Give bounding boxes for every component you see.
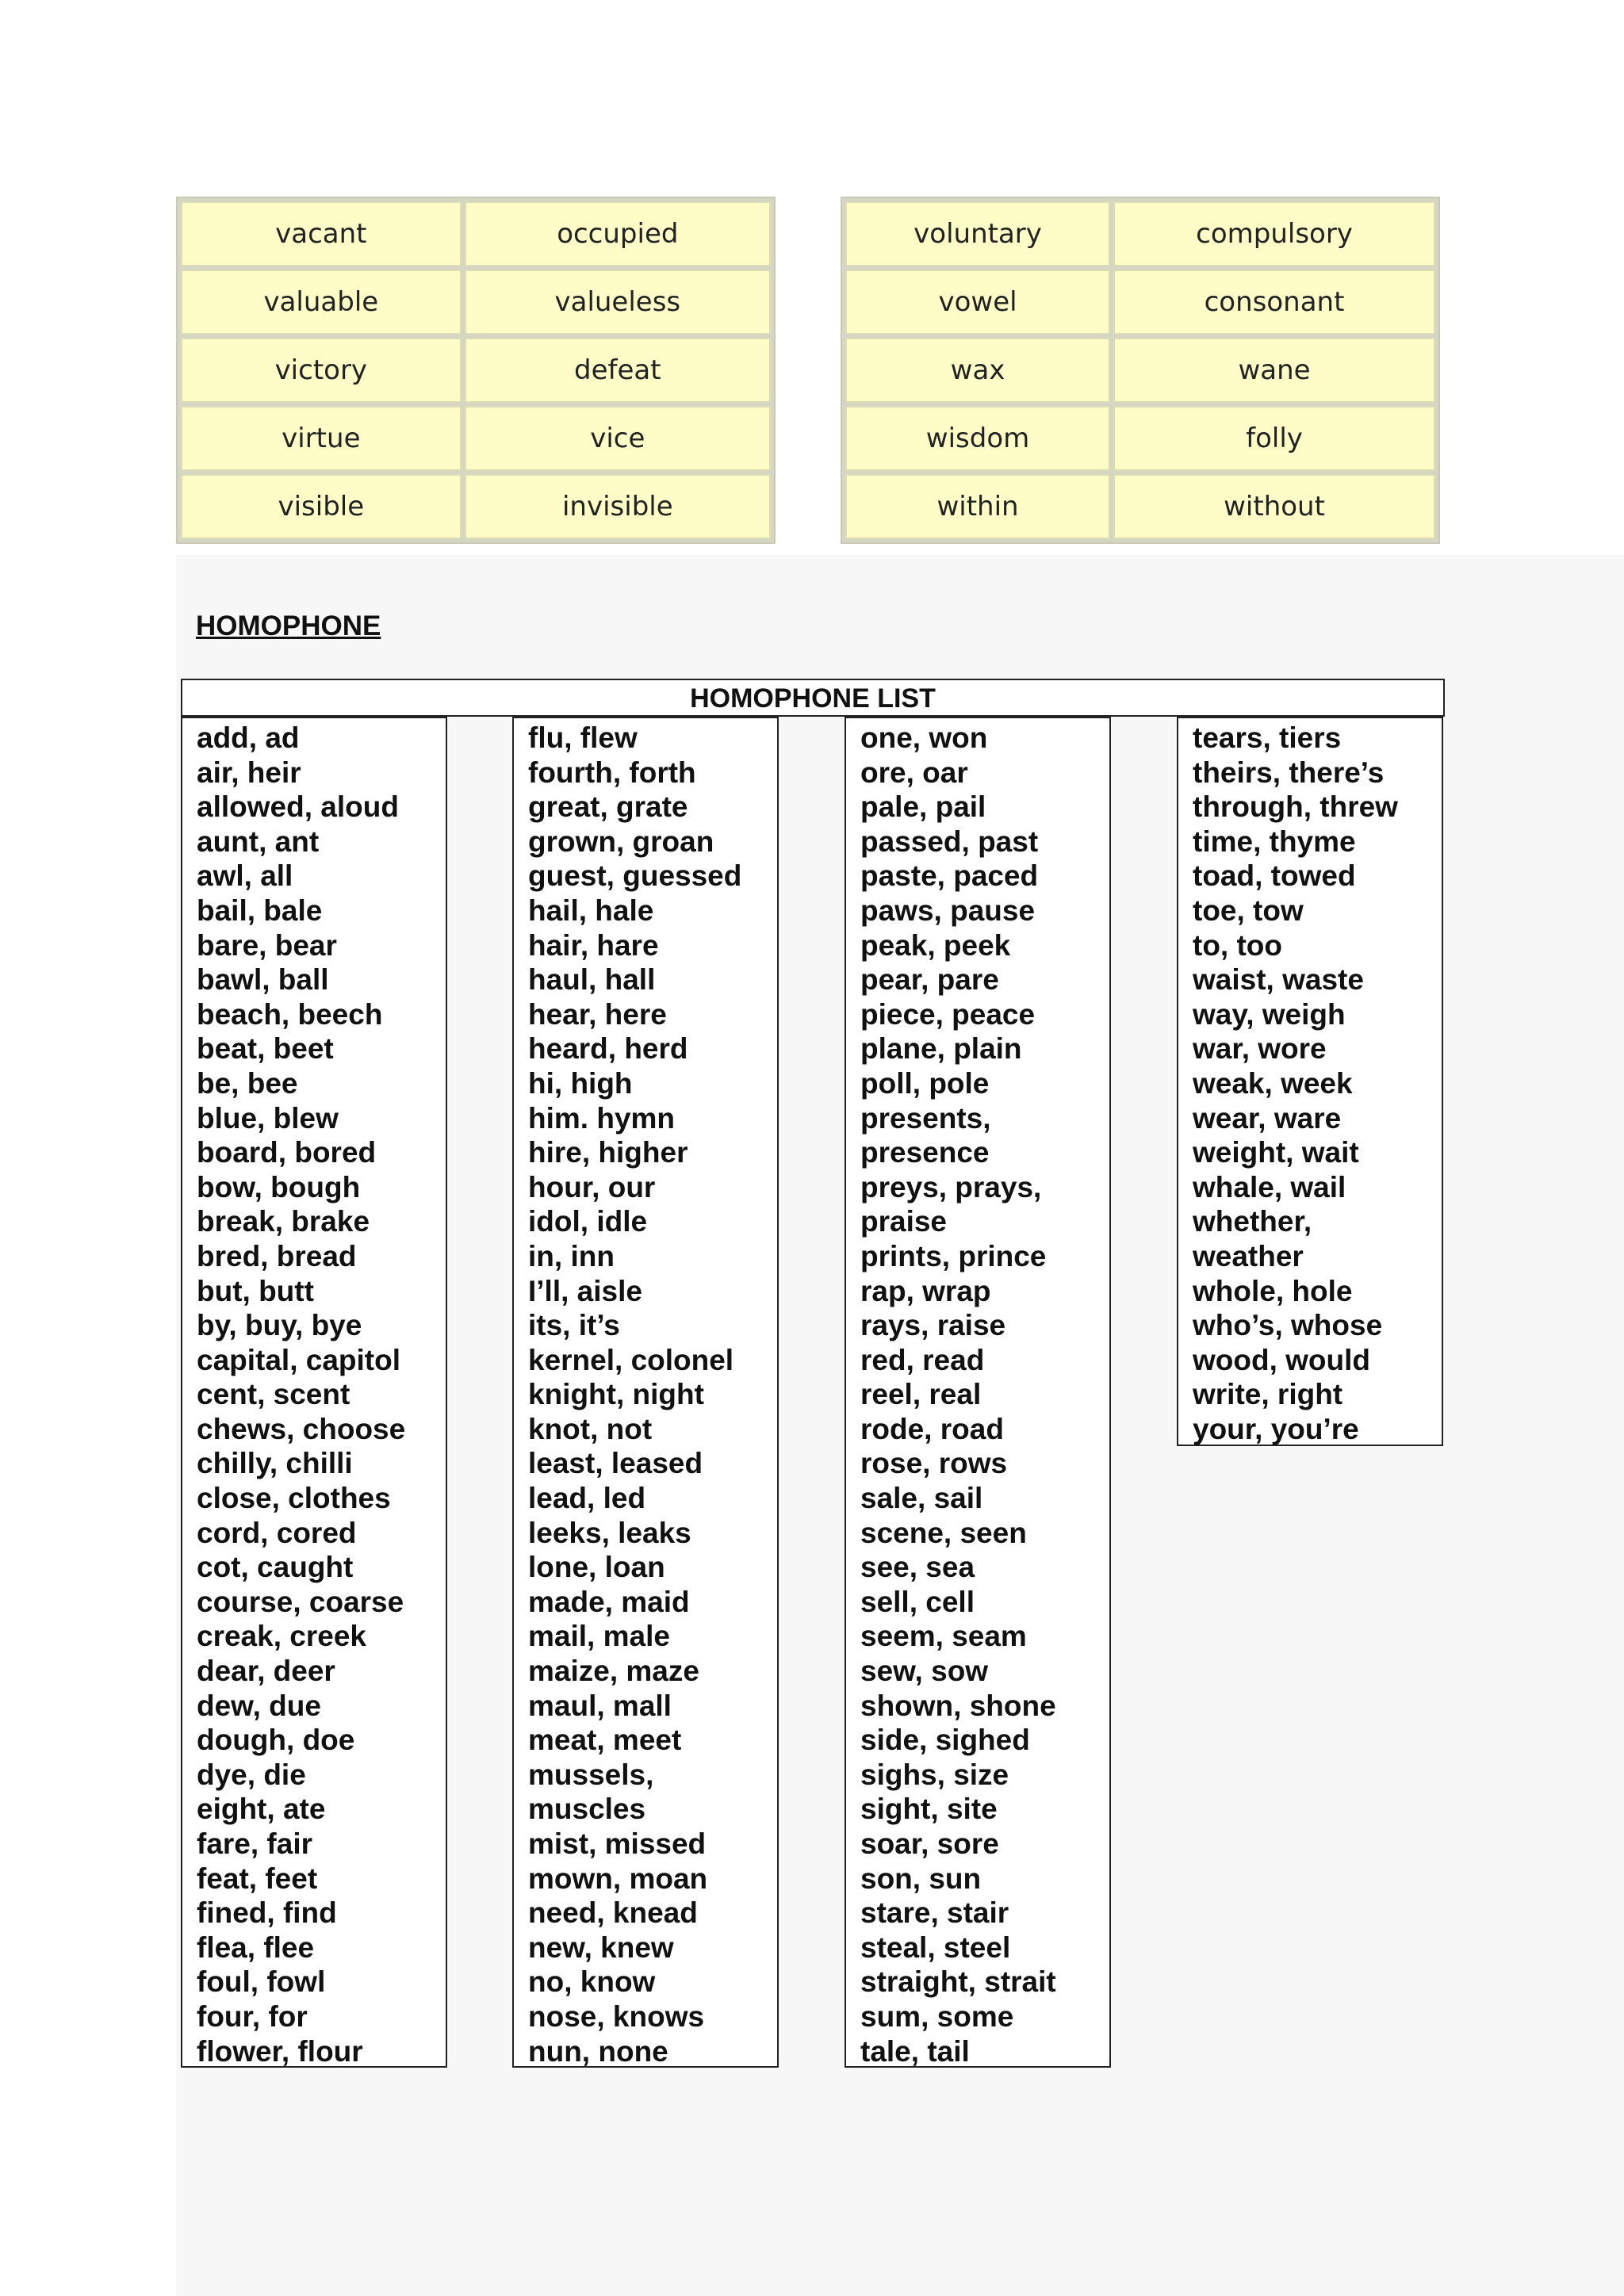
homophone-entry: in, inn [528,1239,615,1272]
homophone-entry: hear, here [528,997,667,1031]
homophone-entry: nun, none [528,2034,668,2068]
antonym-row [181,201,771,266]
homophone-entry: scene, seen [860,1516,1027,1549]
homophone-entry: praise [860,1205,948,1238]
homophone-entry: ore, oar [860,756,968,789]
homophone-column-2 [512,717,779,2068]
homophone-entry: side, sighed [860,1724,1030,1757]
homophone-entry: whale, wail [1193,1170,1346,1203]
homophone-entry: mown, moan [528,1862,708,1895]
antonym-opposite: valueless [465,270,771,335]
homophone-entry: fourth, forth [528,756,696,789]
homophone-entry: poll, pole [860,1066,990,1100]
homophone-entry: mist, missed [528,1827,707,1860]
antonym-row [181,270,771,335]
homophone-entry: piece, peace [860,997,1036,1031]
homophone-entry: weight, wait [1193,1136,1359,1169]
homophone-entry: whether, [1193,1205,1312,1238]
homophone-entry: time, thyme [1193,825,1356,858]
homophone-entry: toad, towed [1193,859,1356,893]
homophone-entry: who’s, whose [1193,1309,1383,1342]
homophone-entry: creak, creek [197,1620,366,1653]
homophone-entry: dough, doe [197,1724,355,1757]
antonym-word: virtue [181,406,462,471]
homophone-entry: rap, wrap [860,1274,991,1307]
antonym-word: within [845,474,1110,539]
antonym-row [845,474,1435,539]
homophone-entry: lone, loan [528,1551,665,1584]
homophone-entry: tears, tiers [1193,721,1342,754]
homophone-entry: pear, pare [860,963,999,997]
homophone-column-1 [181,717,447,2068]
homophone-entry: wear, ware [1193,1101,1342,1135]
homophone-entry: feat, feet [197,1862,318,1895]
homophone-entry: but, butt [197,1274,314,1307]
antonym-opposite: wane [1113,338,1435,403]
antonym-table-right [841,197,1440,544]
homophone-entry: beach, beech [197,997,383,1031]
homophone-entry: mail, male [528,1620,670,1653]
homophone-entry: nose, knows [528,1999,705,2033]
homophone-entry: muscles [528,1793,646,1826]
section-heading: HOMOPHONE [196,610,381,641]
homophone-entry: meat, meet [528,1724,682,1757]
homophone-entry: course, coarse [197,1585,404,1618]
antonym-word: valuable [181,270,462,335]
homophone-entry: sell, cell [860,1585,975,1618]
homophone-entry: way, weigh [1193,997,1346,1031]
homophone-entry: rode, road [860,1412,1004,1445]
homophone-entry: your, you’re [1193,1412,1359,1445]
antonym-word: victory [181,338,462,403]
antonym-word: vacant [181,201,462,266]
homophone-entry: made, maid [528,1585,690,1618]
homophone-list-title: HOMOPHONE LIST [181,679,1445,717]
antonym-opposite: compulsory [1113,201,1435,266]
homophone-entry: knot, not [528,1412,653,1445]
antonym-opposite: occupied [465,201,771,266]
antonym-word: voluntary [845,201,1110,266]
antonym-opposite: vice [465,406,771,471]
homophone-entry: bare, bear [197,928,337,962]
homophone-entry: soar, sore [860,1827,999,1860]
homophone-entry: cord, cored [197,1516,357,1549]
homophone-entry: blue, blew [197,1101,339,1135]
homophone-entry: I’ll, aisle [528,1274,642,1307]
antonym-word: wax [845,338,1110,403]
homophone-entry: hi, high [528,1066,633,1100]
homophone-entry: him. hymn [528,1101,676,1135]
homophone-entry: hail, hale [528,894,654,927]
homophone-entry: guest, guessed [528,859,742,893]
homophone-entry: peak, peek [860,928,1011,962]
homophone-entry: passed, past [860,825,1039,858]
homophone-entry: be, bee [197,1066,298,1100]
homophone-entry: paws, pause [860,894,1036,927]
antonym-row [845,338,1435,403]
antonym-row [181,406,771,471]
homophone-entry: reel, real [860,1378,982,1411]
antonym-row [845,270,1435,335]
homophone-entry: awl, all [197,859,293,893]
homophone-entry: toe, tow [1193,894,1304,927]
homophone-entry: steal, steel [860,1931,1011,1964]
antonym-table-left [176,197,776,544]
homophone-entry: no, know [528,1965,656,1999]
homophone-entry: chews, choose [197,1412,406,1445]
homophone-entry: board, bored [197,1136,377,1169]
homophone-entry: whole, hole [1193,1274,1353,1307]
homophone-entry: hair, hare [528,928,659,962]
homophone-entry: idol, idle [528,1205,648,1238]
homophone-entry: prints, prince [860,1239,1047,1272]
homophone-entry: great, grate [528,790,688,824]
homophone-entry: shown, shone [860,1689,1056,1722]
homophone-entry: fare, fair [197,1827,313,1860]
homophone-entry: foul, fowl [197,1965,326,1999]
homophone-entry: dear, deer [197,1655,335,1688]
homophone-entry: through, threw [1193,790,1398,824]
homophone-entry: sight, site [860,1793,998,1826]
homophone-entry: beat, beet [197,1032,334,1066]
antonym-word: visible [181,474,462,539]
homophone-entry: rose, rows [860,1447,1008,1480]
homophone-entry: write, right [1193,1378,1343,1411]
homophone-entry: its, it’s [528,1309,620,1342]
homophone-entry: chilly, chilli [197,1447,353,1480]
homophone-entry: add, ad [197,721,300,754]
antonym-opposite: invisible [465,474,771,539]
antonym-table-left-body [181,201,771,539]
homophone-entry: eight, ate [197,1793,326,1826]
homophone-entry: one, won [860,721,988,754]
homophone-entry: dew, due [197,1689,321,1722]
homophone-entry: new, knew [528,1931,674,1964]
homophone-entry: waist, waste [1193,963,1364,997]
homophone-column-4 [1177,717,1443,1446]
antonym-word: wisdom [845,406,1110,471]
homophone-entry: preys, prays, [860,1170,1042,1203]
antonym-opposite: folly [1113,406,1435,471]
homophone-entry: mussels, [528,1758,654,1791]
homophone-entry: plane, plain [860,1032,1022,1066]
antonym-opposite: without [1113,474,1435,539]
homophone-entry: rays, raise [860,1309,1006,1342]
homophone-entry: sew, sow [860,1655,989,1688]
homophone-entry: weak, week [1193,1066,1353,1100]
homophone-entry: allowed, aloud [197,790,399,824]
homophone-entry: tale, tail [860,2034,970,2068]
homophone-entry: presence [860,1136,990,1169]
homophone-entry: cent, scent [197,1378,350,1411]
homophone-entry: hour, our [528,1170,656,1203]
homophone-entry: red, read [860,1343,985,1376]
homophone-column-3 [845,717,1111,2068]
homophone-entry: four, for [197,1999,308,2033]
homophone-entry: haul, hall [528,963,656,997]
homophone-entry: knight, night [528,1378,704,1411]
homophone-entry: grown, groan [528,825,714,858]
homophone-entry: air, heir [197,756,301,789]
homophone-entry: weather [1193,1239,1304,1272]
homophone-entry: flea, flee [197,1931,315,1964]
homophone-entry: theirs, there’s [1193,756,1385,789]
homophone-entry: to, too [1193,928,1283,962]
antonym-row [845,406,1435,471]
homophone-entry: see, sea [860,1551,975,1584]
homophone-entry: bail, bale [197,894,323,927]
homophone-entry: least, leased [528,1447,703,1480]
homophone-entry: seem, seam [860,1620,1027,1653]
homophone-entry: by, buy, bye [197,1309,362,1342]
antonym-opposite: defeat [465,338,771,403]
homophone-entry: hire, higher [528,1136,688,1169]
homophone-entry: straight, strait [860,1965,1056,1999]
homophone-entry: leeks, leaks [528,1516,691,1549]
antonym-word: vowel [845,270,1110,335]
antonym-opposite: consonant [1113,270,1435,335]
antonym-row [181,338,771,403]
homophone-entry: maul, mall [528,1689,672,1722]
antonym-row [845,201,1435,266]
homophone-entry: cot, caught [197,1551,354,1584]
homophone-entry: stare, stair [860,1896,1009,1930]
homophone-entry: sighs, size [860,1758,1009,1791]
homophone-entry: kernel, colonel [528,1343,734,1376]
homophone-entry: bow, bough [197,1170,361,1203]
homophone-entry: fined, find [197,1896,337,1930]
homophone-entry: bawl, ball [197,963,329,997]
homophone-entry: paste, paced [860,859,1039,893]
homophone-entry: son, sun [860,1862,982,1895]
homophone-entry: wood, would [1193,1343,1371,1376]
homophone-entry: sale, sail [860,1482,983,1515]
homophone-entry: lead, led [528,1482,646,1515]
antonym-row [181,474,771,539]
homophone-entry: need, knead [528,1896,698,1930]
homophone-entry: close, clothes [197,1482,391,1515]
homophone-entry: sum, some [860,1999,1014,2033]
homophone-entry: presents, [860,1101,991,1135]
homophone-entry: heard, herd [528,1032,688,1066]
homophone-entry: war, wore [1193,1032,1327,1066]
homophone-entry: flu, flew [528,721,638,754]
homophone-entry: dye, die [197,1758,306,1791]
homophone-entry: capital, capitol [197,1343,401,1376]
antonym-table-right-body [845,201,1435,539]
homophone-entry: flower, flour [197,2034,363,2068]
homophone-entry: break, brake [197,1205,370,1238]
homophone-entry: maize, maze [528,1655,699,1688]
homophone-entry: pale, pail [860,790,986,824]
homophone-entry: aunt, ant [197,825,320,858]
homophone-entry: bred, bread [197,1239,357,1272]
